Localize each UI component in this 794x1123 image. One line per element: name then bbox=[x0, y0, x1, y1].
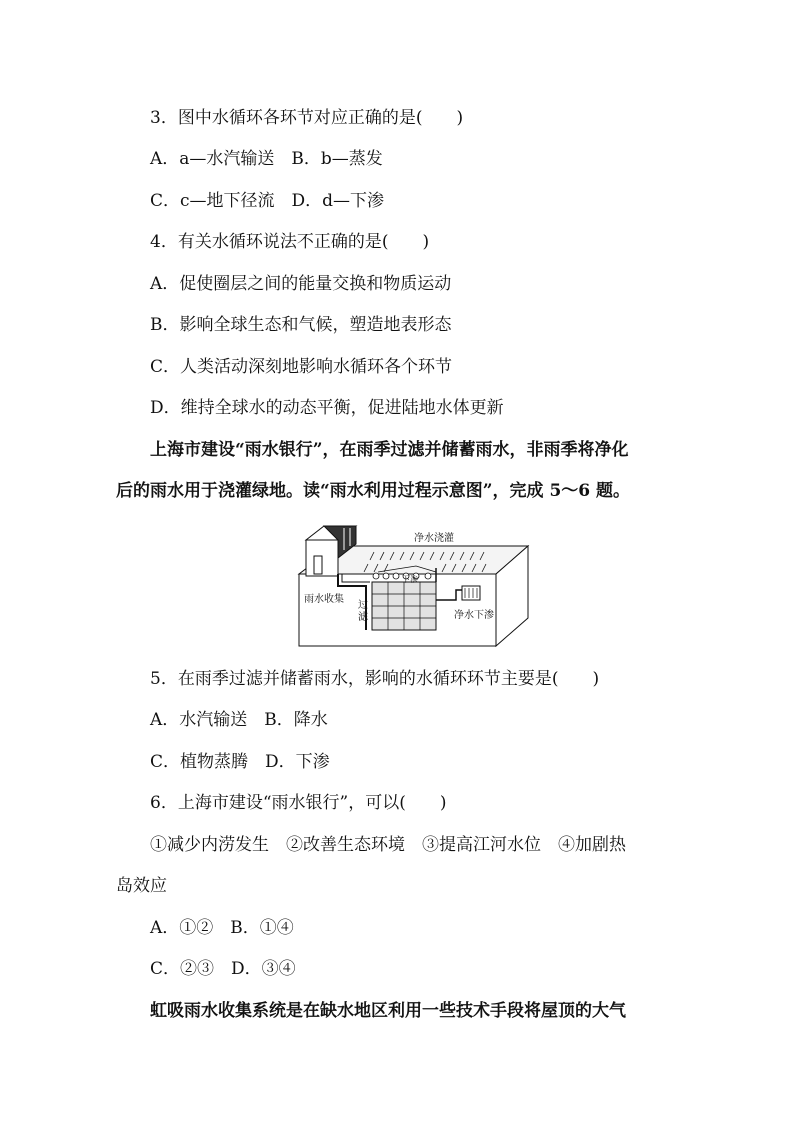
diagram-svg bbox=[296, 520, 536, 650]
q3-options-ab: A．a—水汽输送 B．b—蒸发 bbox=[150, 149, 383, 169]
q4-stem: 4．有关水循环说法不正确的是( ) bbox=[150, 232, 430, 252]
label-irrigation: 净水浇灌 bbox=[414, 533, 454, 544]
passage2-line1: 虹吸雨水收集系统是在缺水地区利用一些技术手段将屋顶的大气 bbox=[150, 1001, 626, 1021]
q3-options-cd: C．c—地下径流 D．d—下渗 bbox=[150, 191, 385, 211]
label-infiltration-small: 下渗 bbox=[402, 575, 418, 584]
q6-statements-line2: 岛效应 bbox=[116, 876, 167, 896]
label-filter-2: 滤 bbox=[358, 612, 368, 623]
q4-option-b: B．影响全球生态和气候，塑造地表形态 bbox=[150, 315, 452, 335]
q4-option-a: A．促使圈层之间的能量交换和物质运动 bbox=[150, 274, 452, 294]
building-door bbox=[314, 556, 322, 574]
q6-options-ab: A．①② B．①④ bbox=[150, 918, 294, 938]
storage-tank bbox=[372, 582, 436, 630]
q5-options-cd: C．植物蒸腾 D．下渗 bbox=[150, 752, 330, 772]
q5-stem: 5．在雨季过滤并储蓄雨水，影响的水循环环节主要是( ) bbox=[150, 669, 600, 689]
label-collection: 雨水收集 bbox=[304, 594, 344, 605]
infiltration-unit bbox=[462, 586, 480, 600]
q4-option-c: C．人类活动深刻地影响水循环各个环节 bbox=[150, 357, 453, 377]
label-filter-1: 过 bbox=[358, 600, 368, 611]
q4-option-d: D．维持全球水的动态平衡，促进陆地水体更新 bbox=[150, 398, 504, 418]
label-infiltration: 净水下渗 bbox=[454, 610, 494, 621]
q3-stem: 3．图中水循环各环节对应正确的是( ) bbox=[150, 108, 464, 128]
rainwater-process-diagram bbox=[296, 520, 536, 650]
q6-stem: 6．上海市建设“雨水银行”，可以( ) bbox=[150, 793, 447, 813]
q5-options-ab: A．水汽输送 B．降水 bbox=[150, 710, 328, 730]
q6-statements-line1: ①减少内涝发生 ②改善生态环境 ③提高江河水位 ④加剧热 bbox=[150, 835, 626, 855]
passage1-line2: 后的雨水用于浇灌绿地。读“雨水利用过程示意图”，完成 5～6 题。 bbox=[116, 481, 631, 501]
passage1-line1: 上海市建设“雨水银行”，在雨季过滤并储蓄雨水，非雨季将净化 bbox=[150, 440, 629, 460]
q6-options-cd: C．②③ D．③④ bbox=[150, 959, 296, 979]
